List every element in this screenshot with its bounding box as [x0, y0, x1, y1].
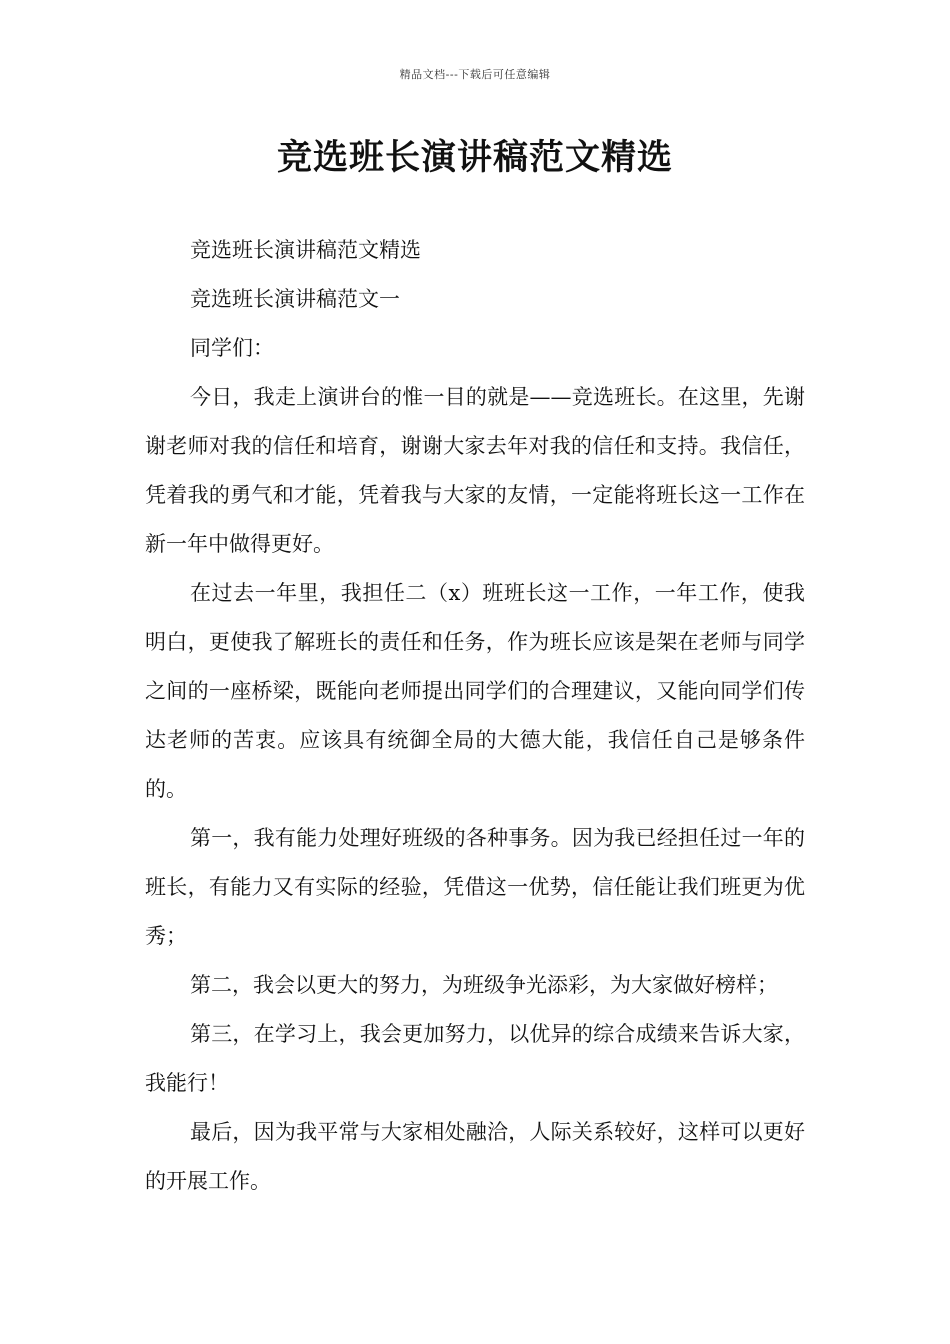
- paragraph-subtitle: 竞选班长演讲稿范文精选: [190, 238, 421, 262]
- paragraph-past-year: 在过去一年里，我担任二（x）班班长这一工作，一年工作，使我明白，更使我了解班长的责任和任务，作为班长应该是架在老师与同学之间的一座桥梁，既能向老师提出同学们的合理建议，又能向同学们传达老师的苦衷。应该具有统御全局的大德大能，我信任自己是够条件的。: [145, 581, 805, 801]
- paragraph-opening: 今日，我走上演讲台的惟一目的就是——竞选班长。在这里，先谢谢老师对我的信任和培育，谢谢大家去年对我的信任和支持。我信任，凭着我的勇气和才能，凭着我与大家的友情，一定能将班长这一工作在新一年中做得更好。: [145, 385, 805, 556]
- paragraph-point-one: 第一，我有能力处理好班级的各种事务。因为我已经担任过一年的班长，有能力又有实际的经验，凭借这一优势，信任能让我们班更为优秀；: [145, 826, 805, 948]
- paragraph-section-heading: 竞选班长演讲稿范文一: [190, 287, 400, 311]
- paragraph-closing: 最后，因为我平常与大家相处融洽，人际关系较好，这样可以更好的开展工作。: [145, 1120, 805, 1193]
- paragraph-point-two: 第二，我会以更大的努力，为班级争光添彩，为大家做好榜样；: [190, 973, 778, 997]
- paragraph-point-three: 第三，在学习上，我会更加努力，以优异的综合成绩来告诉大家，我能行！: [145, 1022, 805, 1095]
- document-body: [145, 226, 805, 1206]
- document-title: 竞选班长演讲稿范文精选: [276, 137, 673, 178]
- paragraph-salutation: 同学们：: [190, 336, 274, 360]
- header-note: 精品文档---下载后可任意编辑: [399, 68, 551, 81]
